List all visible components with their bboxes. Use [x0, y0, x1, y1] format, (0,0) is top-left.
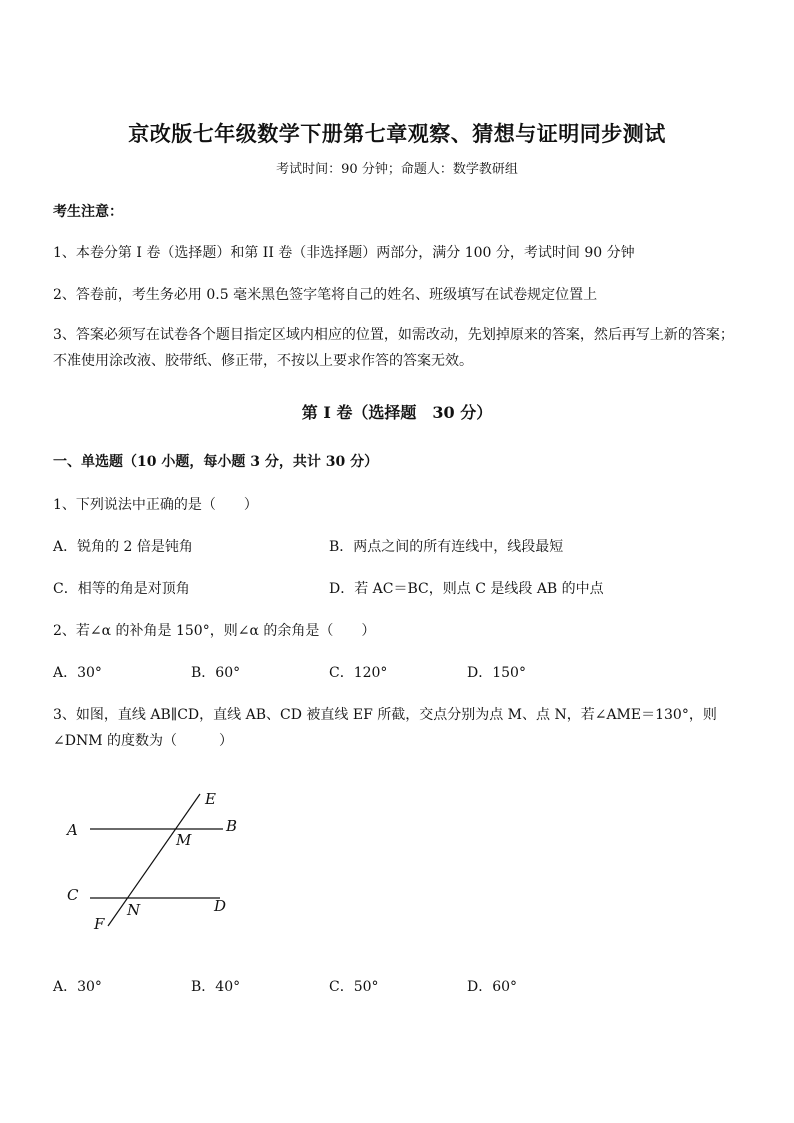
- question-3-stem-line2: ∠DNM 的度数为（ ）: [53, 733, 233, 749]
- question-2-stem: 2、若∠α 的补角是 150°，则∠α 的余角是（ ）: [53, 623, 376, 639]
- part-heading: 一、单选题（10 小题，每小题 3 分，共计 30 分）: [53, 454, 379, 470]
- notice-heading: 考生注意：: [53, 204, 123, 220]
- label-n: N: [127, 901, 141, 919]
- question-1-option-a: A．锐角的 2 倍是钝角: [53, 539, 193, 555]
- question-3-option-c: C．50°: [329, 979, 379, 995]
- question-2-option-a: A．30°: [53, 665, 102, 681]
- notice-item-2: 2、答卷前，考生务必用 0.5 毫米黑色签字笔将自己的姓名、班级填写在试卷规定位置上: [53, 287, 598, 303]
- label-b: B: [226, 817, 238, 835]
- label-m: M: [176, 831, 192, 849]
- question-1-option-b: B．两点之间的所有连线中，线段最短: [329, 539, 564, 555]
- question-3-option-a: A．30°: [53, 979, 102, 995]
- section-title: 第 I 卷（选择题 30 分）: [301, 403, 493, 422]
- question-1-option-c: C．相等的角是对顶角: [53, 581, 190, 597]
- label-a: A: [67, 821, 78, 839]
- line-ef: [108, 794, 200, 926]
- notice-item-1: 1、本卷分第 I 卷（选择题）和第 II 卷（非选择题）两部分，满分 100 分，考试时间 90 分钟: [53, 245, 635, 261]
- question-3-option-b: B．40°: [191, 979, 241, 995]
- exam-info: 考试时间：90 分钟；命题人：数学教研组: [276, 162, 518, 177]
- notice-item-3: 3、答案必须写在试卷各个题目指定区域内相应的位置，如需改动，先划掉原来的答案，然后再写上新的答案；不准使用涂改液、胶带纸、修正带，不按以上要求作答的答案无效。: [53, 327, 734, 369]
- label-f: F: [94, 915, 105, 933]
- question-2-option-d: D．150°: [467, 665, 526, 681]
- question-1-stem: 1、下列说法中正确的是（ ）: [53, 497, 258, 513]
- question-2-option-b: B．60°: [191, 665, 241, 681]
- question-3-option-d: D．60°: [467, 979, 518, 995]
- label-d: D: [214, 897, 227, 915]
- label-e: E: [205, 790, 216, 808]
- label-c: C: [67, 886, 79, 904]
- page-title: 京改版七年级数学下册第七章观察、猜想与证明同步测试: [128, 121, 666, 146]
- question-1-option-d: D．若 AC＝BC，则点 C 是线段 AB 的中点: [329, 581, 604, 597]
- question-3-stem-line1: 3、如图，直线 AB∥CD，直线 AB、CD 被直线 EF 所截，交点分别为点 M、点 N，若∠AME＝130°，则: [53, 707, 717, 723]
- question-2-option-c: C．120°: [329, 665, 388, 681]
- parallel-lines-figure: [0, 780, 300, 940]
